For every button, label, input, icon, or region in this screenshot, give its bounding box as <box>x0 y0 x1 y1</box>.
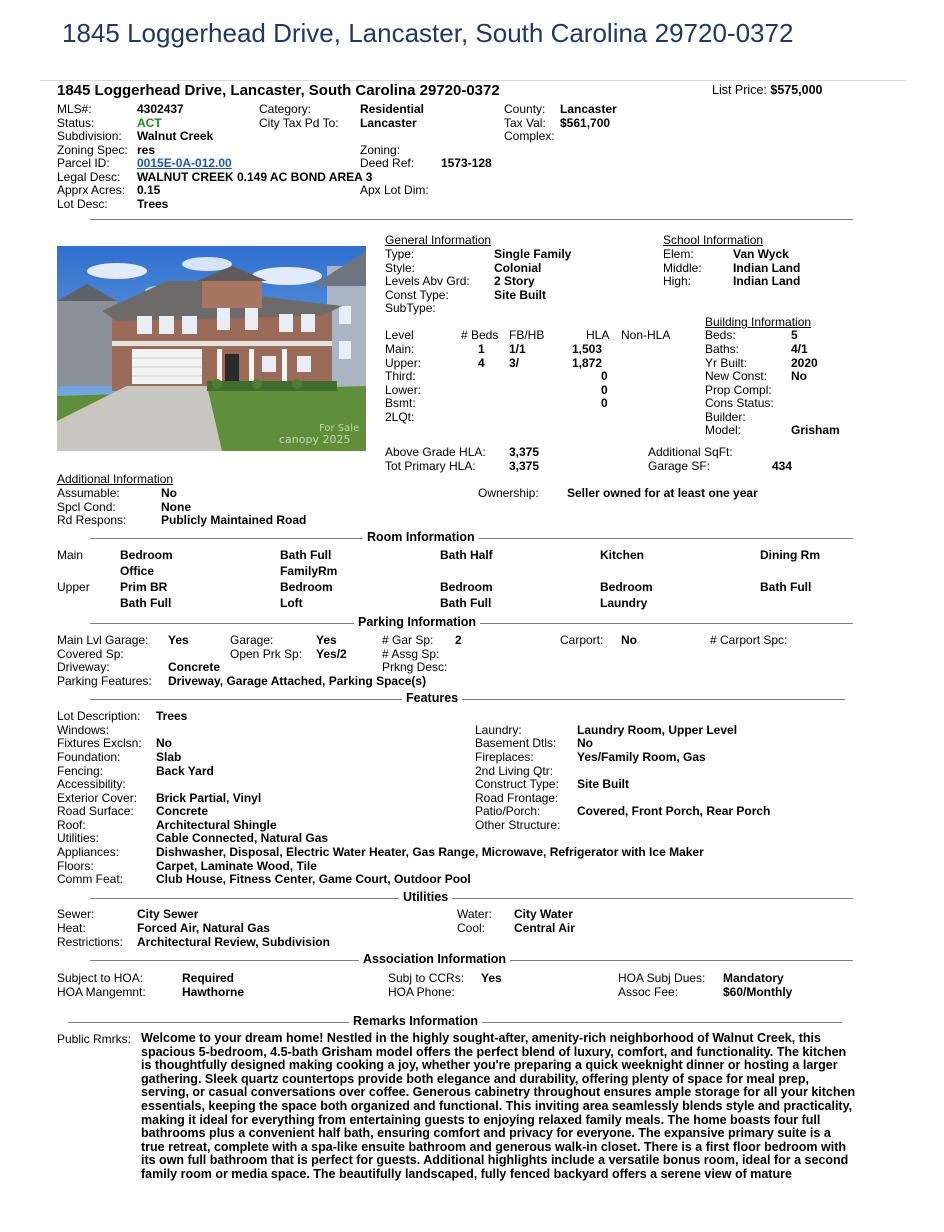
level-main-fbhb: 1/1 <box>509 342 526 356</box>
additional-sqft-label: Additional SqFt: <box>648 445 733 459</box>
garage-sf-label: Garage SF: <box>648 459 711 473</box>
const-value: Site Built <box>494 288 547 302</box>
sewer-value: City Sewer <box>137 907 199 921</box>
new-const-label: New Const: <box>705 369 768 383</box>
zoning-label: Zoning: <box>360 143 401 157</box>
legal-value: WALNUT CREEK 0.149 AC BOND AREA 3 <box>137 170 373 184</box>
hoa-dues-value: Mandatory <box>723 971 784 985</box>
main-lvl-garage-label: Main Lvl Garage: <box>57 633 149 647</box>
gar-sp-value: 2 <box>455 633 462 647</box>
feature-label-accessibility: Accessibility: <box>57 777 126 791</box>
room-main-4: Kitchen <box>600 548 645 562</box>
yr-built-label: Yr Built: <box>705 356 748 370</box>
feature-label-fireplaces: Fireplaces: <box>475 750 534 764</box>
subdivision-label: Subdivision: <box>57 129 122 143</box>
restrictions-label: Restrictions: <box>57 935 124 949</box>
lot-desc-value: Trees <box>137 197 169 211</box>
level-header-level: Level <box>385 328 414 342</box>
school-info-title: School Information <box>663 233 764 247</box>
zoning-spec-label: Zoning Spec: <box>57 143 128 157</box>
header-divider <box>40 80 906 81</box>
category-value: Residential <box>360 102 425 116</box>
builder-label: Builder: <box>705 410 746 424</box>
level-main: Main: <box>385 342 415 356</box>
level-upper: Upper: <box>385 356 422 370</box>
mls-label: MLS#: <box>57 102 92 116</box>
room-upper-3: Bedroom <box>440 580 493 594</box>
level-header-nonhla: Non-HLA <box>621 328 671 342</box>
room-level-main: Main <box>57 548 84 562</box>
room-upper-9: Laundry <box>600 596 648 610</box>
feature-value-lot: Trees <box>156 709 188 723</box>
feature-label-fixtures: Fixtures Exclsn: <box>57 736 142 750</box>
tot-primary-value: 3,375 <box>509 459 540 473</box>
lot-desc-label: Lot Desc: <box>57 197 108 211</box>
subject-hoa-value: Required <box>182 971 235 985</box>
level-main-hla: 1,503 <box>572 342 603 356</box>
hoa-mgmt-value: Hawthorne <box>182 985 245 999</box>
building-info-title: Building Information <box>705 315 812 329</box>
room-upper-5: Bath Full <box>760 580 812 594</box>
status-label: Status: <box>57 116 95 130</box>
city-tax-value: Lancaster <box>360 116 417 130</box>
elem-value: Van Wyck <box>733 247 789 261</box>
deed-value: 1573-128 <box>441 156 492 170</box>
baths-label: Baths: <box>705 342 740 356</box>
water-label: Water: <box>457 907 492 921</box>
garage-value: Yes <box>316 633 337 647</box>
parking-features-label: Parking Features: <box>57 674 152 688</box>
feature-value-foundation: Slab <box>156 750 182 764</box>
style-value: Colonial <box>494 261 542 275</box>
feature-value-basement: No <box>577 736 593 750</box>
subtype-label: SubType: <box>385 301 436 315</box>
ownership-value: Seller owned for at least one year <box>567 486 758 500</box>
cool-label: Cool: <box>457 921 486 935</box>
level-upper-beds: 4 <box>478 356 485 370</box>
model-value: Grisham <box>791 423 840 437</box>
high-value: Indian Land <box>733 274 801 288</box>
garage-sf-value: 434 <box>772 459 793 473</box>
watermark-canopy: canopy 2025 <box>279 433 351 446</box>
model-label: Model: <box>705 423 742 437</box>
cool-value: Central Air <box>514 921 575 935</box>
feature-value-floors: Carpet, Laminate Wood, Tile <box>156 859 317 873</box>
high-label: High: <box>663 274 692 288</box>
room-main-1: Bedroom <box>120 548 173 562</box>
feature-value-fireplaces: Yes/Family Room, Gas <box>577 750 706 764</box>
level-bsmt-hla: 0 <box>601 396 608 410</box>
type-label: Type: <box>385 247 415 261</box>
ownership-label: Ownership: <box>478 486 539 500</box>
assoc-fee-label: Assoc Fee: <box>618 985 679 999</box>
feature-label-patio: Patio/Porch: <box>475 804 541 818</box>
association-title: Association Information <box>359 952 510 966</box>
assg-sp-label: # Assg Sp: <box>382 647 440 661</box>
carport-spc-label: # Carport Spc: <box>710 633 788 647</box>
yr-built-value: 2020 <box>791 356 818 370</box>
open-prk-value: Yes/2 <box>316 647 347 661</box>
level-bsmt: Bsmt: <box>385 396 416 410</box>
parcel-label: Parcel ID: <box>57 156 110 170</box>
parking-features-value: Driveway, Garage Attached, Parking Space(s) <box>168 674 427 688</box>
feature-label-appliances: Appliances: <box>57 845 120 859</box>
carport-value: No <box>621 633 637 647</box>
prop-compl-label: Prop Compl: <box>705 383 772 397</box>
mls-value: 4302437 <box>137 102 184 116</box>
ccr-value: Yes <box>481 971 502 985</box>
features-title: Features <box>402 691 462 705</box>
beds-label: Beds: <box>705 328 736 342</box>
legal-label: Legal Desc: <box>57 170 121 184</box>
tot-primary-label: Tot Primary HLA: <box>385 459 476 473</box>
assumable-label: Assumable: <box>57 486 120 500</box>
room-main-5: Dining Rm <box>760 548 820 562</box>
main-lvl-garage-value: Yes <box>168 633 189 647</box>
feature-label-comm: Comm Feat: <box>57 872 124 886</box>
feature-value-construct: Site Built <box>577 777 630 791</box>
room-upper-2: Bedroom <box>280 580 333 594</box>
const-label: Const Type: <box>385 288 449 302</box>
feature-label-foundation: Foundation: <box>57 750 121 764</box>
feature-value-comm: Club House, Fitness Center, Game Court, Outdoor Pool <box>156 872 471 886</box>
above-grade-value: 3,375 <box>509 445 540 459</box>
room-main-7: FamilyRm <box>280 564 338 578</box>
beds-value: 5 <box>791 328 798 342</box>
general-info-title: General Information <box>385 233 492 247</box>
level-lower-hla: 0 <box>601 383 608 397</box>
feature-label-road-surface: Road Surface: <box>57 804 134 818</box>
room-upper-4: Bedroom <box>600 580 653 594</box>
sewer-label: Sewer: <box>57 907 95 921</box>
room-main-3: Bath Half <box>440 548 493 562</box>
feature-value-fencing: Back Yard <box>156 764 214 778</box>
lot-dim-label: Apx Lot Dim: <box>360 183 429 197</box>
room-main-6: Office <box>120 564 155 578</box>
utilities-divider <box>90 898 853 899</box>
covered-sp-label: Covered Sp: <box>57 647 124 661</box>
feature-label-exterior: Exterior Cover: <box>57 791 138 805</box>
hoa-phone-label: HOA Phone: <box>388 985 455 999</box>
level-third: Third: <box>385 369 416 383</box>
feature-label-windows: Windows: <box>57 723 110 737</box>
acres-label: Apprx Acres: <box>57 183 126 197</box>
zoning-spec-value: res <box>137 143 156 157</box>
feature-value-appliances: Dishwasher, Disposal, Electric Water Heater, Gas Range, Microwave, Refrigerator with Ice Maker <box>156 845 704 859</box>
category-label: Category: <box>259 102 312 116</box>
baths-value: 4/1 <box>791 342 808 356</box>
garage-label: Garage: <box>230 633 274 647</box>
public-remarks-label: Public Rmrks: <box>57 1032 132 1046</box>
feature-label-laundry: Laundry: <box>475 723 522 737</box>
ccr-label: Subj to CCRs: <box>388 971 465 985</box>
list-price <box>712 83 823 97</box>
gar-sp-label: # Gar Sp: <box>382 633 434 647</box>
middle-label: Middle: <box>663 261 702 275</box>
assumable-value: No <box>161 486 177 500</box>
driveway-value: Concrete <box>168 660 221 674</box>
deed-label: Deed Ref: <box>360 156 415 170</box>
public-remarks-text: Welcome to your dream home! Nestled in the highly sought-after, amenity-rich neighborhood of Walnut Creek, this spacious 5-bedroom, 4.5-bath Grisham model offers the perfect blend of luxury, comfort, and functionality. The kitchen is thoughtfully designed making cooking a joy, whether you're preparing a quick weeknight dinner or hosting a larger gathering. Sleek quartz countertops provide both elegance and durability, offering plenty of space for meal prep, serving, or casual conversations over coffee. Generous cabinetry throughout ensures ample storage for all your kitchen essentials, keeping the space both organized and functional. This inviting area seamlessly blends style and practicality, making it ideal for everything from entertaining guests to enjoying relaxed family meals. The home boasts four full bathrooms plus a convenient half bath, ensuring comfort and privacy for everyone. The expansive primary suite is a true retreat, complete with a spa-like ensuite bathroom and generous walk-in closet. There is a first floor bedroom with its own full bathroom that is perfect for guests. Additional highlights include a versatile bonus room, ideal for a second family room or media space. The beautifully landscaped, fully fenced backyard offers a serene view of mature <box>141 1031 856 1181</box>
driveway-label: Driveway: <box>57 660 110 674</box>
prkng-desc-label: Prkng Desc: <box>382 660 448 674</box>
level-2lqt: 2LQt: <box>385 410 415 424</box>
room-upper-6: Bath Full <box>120 596 172 610</box>
level-header-beds: # Beds <box>461 328 499 342</box>
type-value: Single Family <box>494 247 572 261</box>
acres-value: 0.15 <box>137 183 161 197</box>
list-price-label: List Price: <box>712 83 767 97</box>
feature-value-laundry: Laundry Room, Upper Level <box>577 723 738 737</box>
summary-divider <box>90 219 853 220</box>
feature-value-utilities: Cable Connected, Natural Gas <box>156 831 329 845</box>
feature-value-exterior: Brick Partial, Vinyl <box>156 791 262 805</box>
level-upper-hla: 1,872 <box>572 356 603 370</box>
level-header-fbhb: FB/HB <box>509 328 545 342</box>
above-grade-label: Above Grade HLA: <box>385 445 486 459</box>
feature-label-lot: Lot Description: <box>57 709 141 723</box>
level-main-beds: 1 <box>478 342 485 356</box>
feature-label-road-frontage: Road Frontage: <box>475 791 559 805</box>
feature-value-patio: Covered, Front Porch, Rear Porch <box>577 804 771 818</box>
additional-info-title: Additional Information <box>57 472 174 486</box>
water-value: City Water <box>514 907 573 921</box>
house-image <box>57 246 366 451</box>
city-tax-label: City Tax Pd To: <box>259 116 339 130</box>
feature-label-2nd-living: 2nd Living Qtr: <box>475 764 554 778</box>
county-label: County: <box>504 102 546 116</box>
spcl-cond-value: None <box>161 500 191 514</box>
utilities-title: Utilities <box>399 890 452 904</box>
room-upper-8: Bath Full <box>440 596 492 610</box>
rd-respons-value: Publicly Maintained Road <box>161 513 307 527</box>
hoa-mgmt-label: HOA Mangemnt: <box>57 985 146 999</box>
room-upper-1: Prim BR <box>120 580 168 594</box>
list-price-value: $575,000 <box>770 83 823 97</box>
subdivision-value: Walnut Creek <box>137 129 214 143</box>
property-photo[interactable] <box>57 246 366 451</box>
assoc-fee-value: $60/Monthly <box>723 985 793 999</box>
open-prk-label: Open Prk Sp: <box>230 647 303 661</box>
levels-label: Levels Abv Grd: <box>385 274 470 288</box>
county-value: Lancaster <box>560 102 617 116</box>
room-main-2: Bath Full <box>280 548 332 562</box>
room-upper-7: Loft <box>280 596 303 610</box>
parking-info-title: Parking Information <box>354 615 480 629</box>
feature-label-fencing: Fencing: <box>57 764 104 778</box>
tax-val-label: Tax Val: <box>504 116 546 130</box>
feature-value-fixtures: No <box>156 736 172 750</box>
level-third-hla: 0 <box>601 369 608 383</box>
subject-hoa-label: Subject to HOA: <box>57 971 144 985</box>
new-const-value: No <box>791 369 807 383</box>
rd-respons-label: Rd Respons: <box>57 513 127 527</box>
room-level-upper: Upper <box>57 580 90 594</box>
feature-label-construct: Construct Type: <box>475 777 559 791</box>
restrictions-value: Architectural Review, Subdivision <box>137 935 330 949</box>
level-lower: Lower: <box>385 383 422 397</box>
complex-label: Complex: <box>504 129 555 143</box>
page-title: 1845 Loggerhead Drive, Lancaster, South Carolina 29720-0372 <box>62 18 794 48</box>
feature-value-roof: Architectural Shingle <box>156 818 277 832</box>
features-divider <box>90 699 845 700</box>
feature-label-floors: Floors: <box>57 859 94 873</box>
spcl-cond-label: Spcl Cond: <box>57 500 116 514</box>
watermark-for-sale: For Sale <box>319 423 360 434</box>
feature-label-utilities: Utilities: <box>57 831 100 845</box>
heat-value: Forced Air, Natural Gas <box>137 921 270 935</box>
levels-value: 2 Story <box>494 274 535 288</box>
elem-label: Elem: <box>663 247 694 261</box>
level-upper-fbhb: 3/ <box>509 356 520 370</box>
middle-value: Indian Land <box>733 261 801 275</box>
remarks-title: Remarks Information <box>349 1014 482 1028</box>
feature-label-roof: Roof: <box>57 818 86 832</box>
status-badge: ACT <box>137 116 162 130</box>
carport-label: Carport: <box>560 633 604 647</box>
feature-label-basement: Basement Dtls: <box>475 736 557 750</box>
room-info-title: Room Information <box>363 530 479 544</box>
style-label: Style: <box>385 261 416 275</box>
hoa-dues-label: HOA Subj Dues: <box>618 971 706 985</box>
level-header-hla: HLA <box>586 328 610 342</box>
feature-label-other-structure: Other Structure: <box>475 818 561 832</box>
listing-address: 1845 Loggerhead Drive, Lancaster, South Carolina 29720-0372 <box>57 82 500 99</box>
tax-val-value: $561,700 <box>560 116 611 130</box>
feature-value-road-surface: Concrete <box>156 804 209 818</box>
parcel-id-link[interactable]: 0015E-0A-012.00 <box>137 156 232 170</box>
cons-status-label: Cons Status: <box>705 396 774 410</box>
heat-label: Heat: <box>57 921 86 935</box>
